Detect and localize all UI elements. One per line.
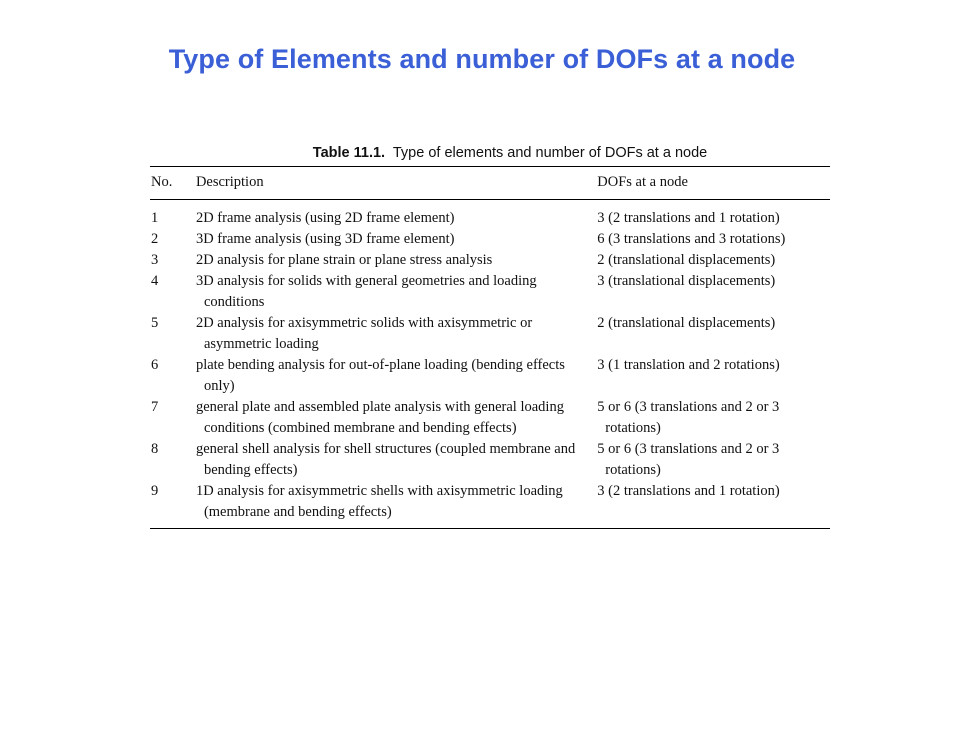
row-no: 8	[151, 441, 159, 457]
dof-table-container	[150, 140, 830, 529]
row-description: 3D frame analysis (using 3D frame element)	[195, 231, 455, 247]
table-caption-text: Type of elements and number of DOFs at a node	[392, 145, 708, 161]
dof-table	[150, 166, 830, 529]
table-header-row	[150, 167, 830, 200]
row-no: 9	[150, 481, 196, 529]
row-dofs: 3 (2 translations and 1 rotation)	[597, 483, 780, 499]
row-description: plate bending analysis for out-of-plane loading (bending effects only)	[195, 357, 565, 394]
table-row	[150, 250, 830, 271]
row-no: 3	[151, 252, 159, 268]
row-dofs: 3 (translational displacements)	[597, 273, 776, 289]
row-dofs: 2 (translational displacements)	[597, 315, 776, 331]
row-no: 5	[151, 315, 159, 331]
row-description: 1D analysis for axisymmetric shells with axisymmetric loading (membrane and bending effects)	[195, 483, 563, 520]
row-dofs: 3 (1 translation and 2 rotations)	[597, 357, 780, 373]
table-row	[150, 439, 830, 481]
row-description: general plate and assembled plate analysis with general loading conditions (combined membrane and bending effects)	[195, 399, 564, 436]
row-dofs: 5 or 6 (3 translations and 2 or 3 rotations)	[597, 441, 780, 478]
table-row	[150, 313, 830, 355]
table-row	[150, 481, 830, 529]
row-description: 3D analysis for solids with general geometries and loading conditions	[195, 273, 537, 310]
row-no: 2	[151, 231, 159, 247]
slide-title: Type of Elements and number of DOFs at a node	[168, 44, 796, 74]
row-description: 2D analysis for axisymmetric solids with axisymmetric or asymmetric loading	[195, 315, 533, 352]
row-description: 2D frame analysis (using 2D frame element)	[195, 210, 455, 226]
table-row	[150, 355, 830, 397]
header-dofs: DOFs at a node	[597, 167, 830, 200]
table-row	[150, 229, 830, 250]
header-description: Description	[196, 167, 597, 200]
row-description: general shell analysis for shell structures (coupled membrane and bending effects)	[195, 441, 576, 478]
table-row	[150, 200, 830, 230]
table-row	[150, 397, 830, 439]
row-dofs: 3 (2 translations and 1 rotation)	[597, 210, 780, 226]
header-no: No.	[150, 167, 196, 200]
row-dofs: 6 (3 translations and 3 rotations)	[597, 231, 786, 247]
row-dofs: 5 or 6 (3 translations and 2 or 3 rotations)	[597, 399, 780, 436]
table-caption-label: Table 11.1.	[312, 145, 386, 161]
table-row	[150, 271, 830, 313]
row-no: 6	[151, 357, 159, 373]
table-caption	[190, 140, 830, 166]
row-dofs: 2 (translational displacements)	[597, 252, 776, 268]
row-no: 1	[151, 210, 159, 226]
row-no: 7	[151, 399, 159, 415]
row-no: 4	[151, 273, 159, 289]
row-description: 2D analysis for plane strain or plane stress analysis	[195, 252, 493, 268]
